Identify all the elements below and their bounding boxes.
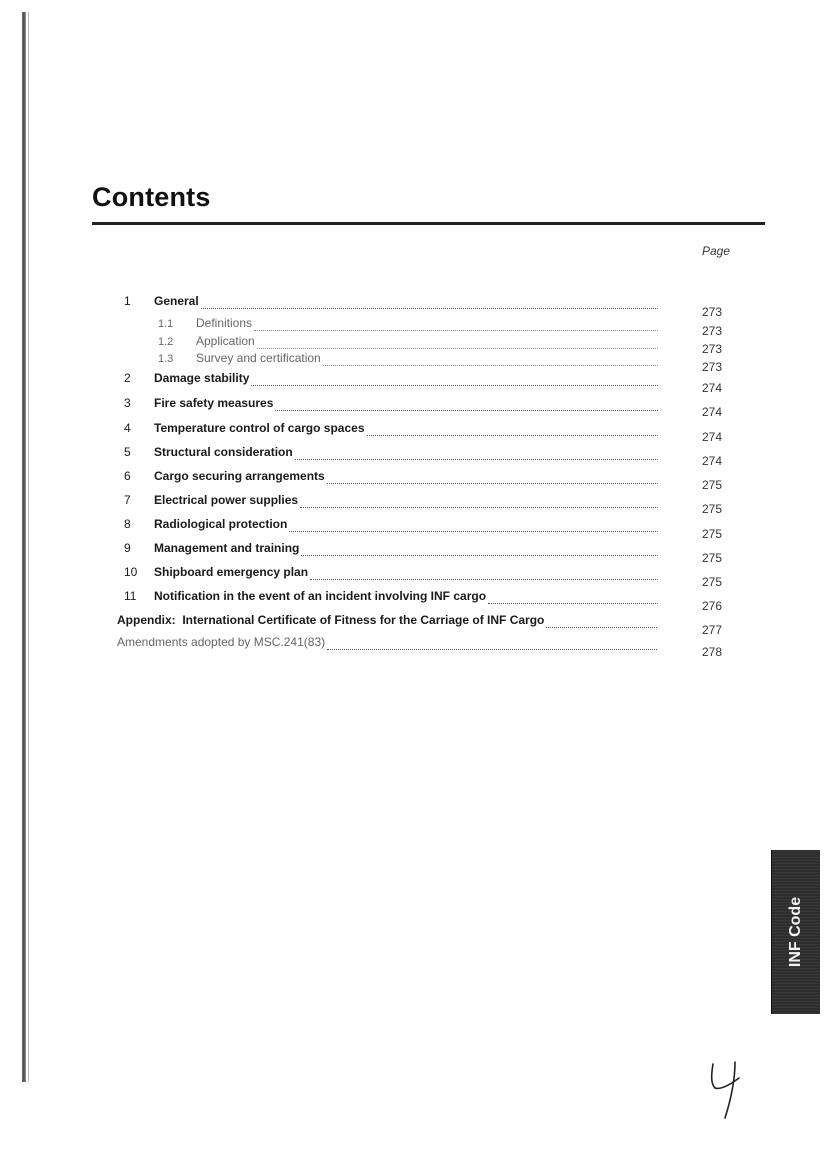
toc-item-title: Management and training <box>154 541 300 555</box>
leader-dots <box>251 384 658 386</box>
toc-item-number: 1.1 <box>158 318 174 330</box>
toc-item[interactable] <box>110 421 660 439</box>
leader-dots <box>323 364 658 366</box>
toc-item-page: 275 <box>702 502 723 516</box>
toc-item[interactable] <box>110 396 660 414</box>
toc-item-page: 275 <box>702 527 723 541</box>
leader-dots <box>327 648 657 650</box>
leader-dots <box>300 506 658 508</box>
toc-item-title: Application <box>196 334 255 348</box>
toc-item-page: 275 <box>702 575 723 589</box>
leader-dots <box>301 554 658 556</box>
toc-item[interactable] <box>110 493 660 511</box>
toc-item[interactable] <box>110 371 660 389</box>
leader-dots <box>201 307 658 309</box>
toc-item-page: 277 <box>702 623 723 637</box>
toc-item-page: 274 <box>702 454 723 468</box>
toc-item-page: 273 <box>702 342 723 356</box>
toc-item-page: 275 <box>702 551 723 565</box>
toc-item-title: Damage stability <box>154 371 250 385</box>
toc-item-title: Radiological protection <box>154 517 288 531</box>
page-title: Contents <box>92 182 211 212</box>
toc-item[interactable] <box>110 445 660 463</box>
toc-item-page: 273 <box>702 305 723 319</box>
toc-item-number: 8 <box>124 517 131 531</box>
leader-dots <box>275 409 658 411</box>
toc-item[interactable] <box>110 294 660 312</box>
scan-edge <box>22 12 26 1082</box>
toc-item-title: Definitions <box>196 316 253 330</box>
toc-item-number: 2 <box>124 371 131 385</box>
leader-dots <box>289 530 658 532</box>
toc-item-title: Amendments adopted by MSC.241(83) <box>117 635 326 649</box>
leader-dots <box>488 602 658 604</box>
toc-item-page: 274 <box>702 430 723 444</box>
toc-item[interactable] <box>110 541 660 559</box>
toc-item-number: 6 <box>124 469 131 483</box>
toc-item-page: 273 <box>702 324 723 338</box>
toc-item-number: 1.2 <box>158 336 174 348</box>
section-tab-label: INF Code <box>787 896 804 968</box>
toc-item[interactable] <box>110 316 660 334</box>
leader-dots <box>295 458 658 460</box>
leader-dots <box>254 329 658 331</box>
toc-item-number: 1.3 <box>158 353 174 365</box>
toc-item-page: 275 <box>702 478 723 492</box>
toc-item-page: 273 <box>702 360 723 374</box>
scan-edge-line <box>28 12 29 1082</box>
page-column-label: Page <box>702 244 731 258</box>
toc-item-title: General <box>154 294 199 308</box>
toc-item-title: Appendix: International Certificate of Fitness for the Carriage of INF Cargo <box>117 613 545 627</box>
handwritten-mark <box>705 1058 753 1122</box>
toc-item-appendix[interactable] <box>117 613 659 631</box>
toc-item-number: 4 <box>124 421 131 435</box>
toc-item[interactable] <box>110 469 660 487</box>
leader-dots <box>257 347 658 349</box>
leader-dots <box>327 482 658 484</box>
section-tab <box>771 850 820 1014</box>
leader-dots <box>546 626 657 628</box>
toc-item-title: Shipboard emergency plan <box>154 565 309 579</box>
toc-item-number: 5 <box>124 445 131 459</box>
title-rule <box>92 222 765 225</box>
toc-item-amendments[interactable] <box>117 635 659 653</box>
toc-item[interactable] <box>110 351 660 369</box>
toc-item-title: Notification in the event of an incident involving INF cargo <box>154 589 487 603</box>
toc-item-title: Cargo securing arrangements <box>154 469 325 483</box>
toc-item-title: Structural consideration <box>154 445 293 459</box>
toc-item-number: 7 <box>124 493 131 507</box>
toc-item[interactable] <box>110 565 660 583</box>
toc-item[interactable] <box>110 517 660 535</box>
toc-item[interactable] <box>110 589 660 607</box>
toc-item[interactable] <box>110 334 660 352</box>
toc-item-number: 9 <box>124 541 131 555</box>
toc-item-number: 1 <box>124 294 131 308</box>
toc-item-title: Survey and certification <box>196 351 321 365</box>
leader-dots <box>310 578 658 580</box>
toc-item-page: 276 <box>702 599 723 613</box>
toc-item-number: 10 <box>124 565 138 579</box>
toc-item-title: Temperature control of cargo spaces <box>154 421 365 435</box>
toc-item-page: 274 <box>702 381 723 395</box>
toc-item-page: 278 <box>702 645 723 659</box>
toc-item-title: Electrical power supplies <box>154 493 299 507</box>
toc-item-page: 274 <box>702 405 723 419</box>
leader-dots <box>367 434 658 436</box>
toc-item-title: Fire safety measures <box>154 396 274 410</box>
toc-item-number: 3 <box>124 396 131 410</box>
toc-item-number: 11 <box>124 589 137 603</box>
